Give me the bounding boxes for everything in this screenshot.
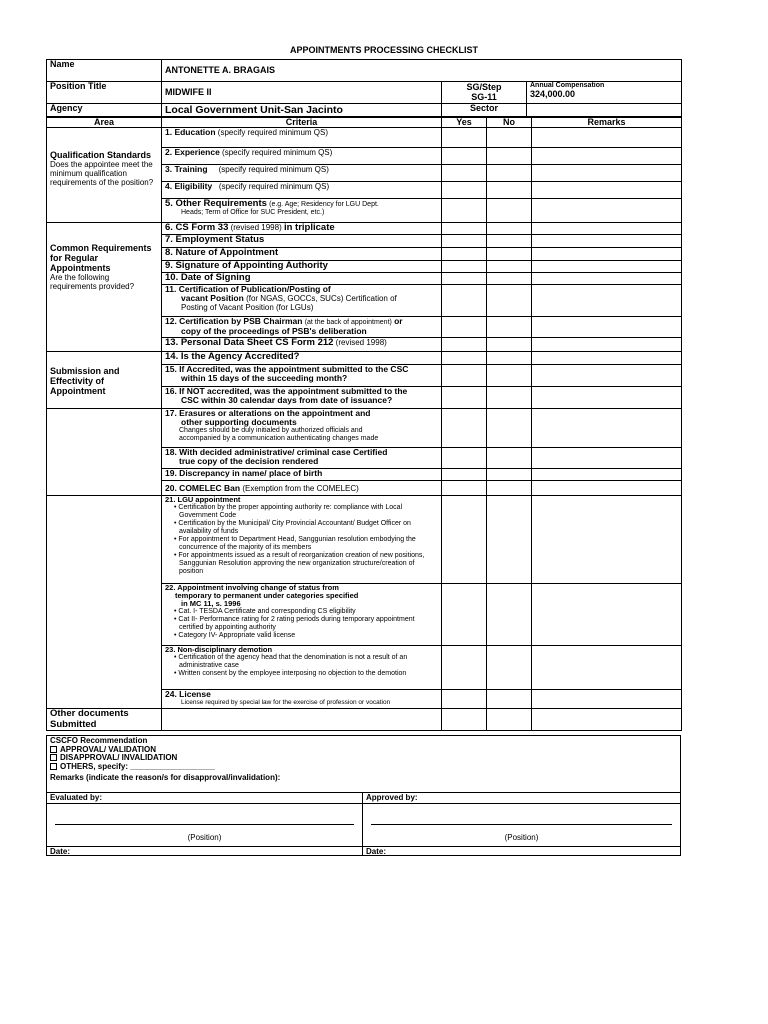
no-cell[interactable] <box>487 199 532 223</box>
remarks-cell[interactable] <box>532 285 682 317</box>
signature-row <box>47 792 680 856</box>
yes-cell[interactable] <box>442 261 487 273</box>
sg-label: SG/Step <box>466 82 502 92</box>
compensation-label: Annual Compensation <box>530 82 605 89</box>
yes-cell[interactable] <box>442 182 487 199</box>
remarks-cell[interactable] <box>532 496 682 584</box>
remarks-label: Remarks (indicate the reason/s for disapproval/invalidation): <box>50 773 281 782</box>
criteria-experience: 2. Experience (specify required minimum QS) <box>162 148 442 165</box>
criteria-psb-certification: 12. Certification by PSB Chairman (at the back of appointment) or copy of the proceedings of PSB's deliberation <box>162 317 442 338</box>
criteria-personal-data-sheet: 13. Personal Data Sheet CS Form 212 (revised 1998) <box>162 338 442 352</box>
status-item: • Cat II- Performance rating for 2 rating periods during temporary appointment certified by appointing authority <box>174 616 415 631</box>
compensation-value: 324,000.00 <box>530 89 576 99</box>
yes-cell[interactable] <box>442 481 487 496</box>
yes-cell[interactable] <box>442 338 487 352</box>
criteria-publication-posting: 11. Certification of Publication/Posting of vacant Position (for NGAS, GOCCs, SUCs) Certification of Posting of Vacant Position (for LGUs) <box>162 285 442 317</box>
criteria-other-requirements: 5. Other Requirements (e.g. Age; Residency for LGU Dept. Heads; Term of Office for SUC President, etc.) <box>162 199 442 223</box>
yes-cell[interactable] <box>442 248 487 261</box>
criteria-non-disciplinary-demotion: 23. Non-disciplinary demotion • Certification of the agency head that the denomination is not a result of an administrative case • Written consent by the employee interposing no objection to the demotion <box>162 646 442 690</box>
criteria-cs-form-33: 6. CS Form 33 (revised 1998) in triplicate <box>162 223 442 235</box>
no-cell[interactable] <box>487 690 532 709</box>
criteria-date-of-signing: 10. Date of Signing <box>162 273 442 285</box>
checklist-table <box>46 117 682 731</box>
no-cell[interactable] <box>487 148 532 165</box>
remarks-cell[interactable] <box>532 199 682 223</box>
area-blank-lower <box>47 496 162 709</box>
remarks-cell[interactable] <box>532 165 682 182</box>
approved-by-label: Approved by: <box>363 793 680 804</box>
yes-cell[interactable] <box>442 646 487 690</box>
no-cell[interactable] <box>487 646 532 690</box>
yes-cell[interactable] <box>442 496 487 584</box>
approver-signature-line[interactable] <box>371 824 672 825</box>
criteria-license: 24. License License required by special law for the exercise of profession or vocation <box>162 690 442 709</box>
no-cell[interactable] <box>487 352 532 365</box>
disapproval-checkbox[interactable] <box>50 754 57 761</box>
sector-label: Sector <box>442 104 527 117</box>
approval-checkbox[interactable] <box>50 746 57 753</box>
area-blank <box>47 409 162 496</box>
area-submission-effectivity: Submission and Effectivity of Appointment <box>47 352 162 409</box>
sg-step-cell <box>442 82 527 104</box>
disapproval-option[interactable]: DISAPPROVAL/ INVALIDATION <box>47 754 680 763</box>
yes-cell[interactable] <box>442 235 487 248</box>
no-cell[interactable] <box>487 709 532 731</box>
document-title: APPOINTMENTS PROCESSING CHECKLIST <box>289 45 478 55</box>
no-cell[interactable] <box>487 317 532 338</box>
criteria-decided-case: 18. With decided administrative/ criminal case Certified true copy of the decision rendered <box>162 448 442 469</box>
no-cell[interactable] <box>487 235 532 248</box>
yes-cell[interactable] <box>442 690 487 709</box>
remarks-cell[interactable] <box>532 261 682 273</box>
criteria-nature-of-appointment: 8. Nature of Appointment <box>162 248 442 261</box>
evaluator-date[interactable]: Date: <box>47 846 362 856</box>
remarks-cell[interactable] <box>532 273 682 285</box>
remarks-cell[interactable] <box>532 709 682 731</box>
criteria-not-accredited-submission: 16. If NOT accredited, was the appointment submitted to the CSC within 30 calendar days from date of issuance? <box>162 387 442 409</box>
yes-cell[interactable] <box>442 317 487 338</box>
no-column-header: No <box>487 118 532 128</box>
recommendation-title: CSCFO Recommendation <box>50 736 148 745</box>
remarks-cell[interactable] <box>532 235 682 248</box>
remarks-cell[interactable] <box>532 365 682 387</box>
name-value: ANTONETTE A. BRAGAIS <box>162 60 682 82</box>
yes-cell[interactable] <box>442 223 487 235</box>
remarks-cell[interactable] <box>532 248 682 261</box>
other-documents-criteria[interactable] <box>162 709 442 731</box>
yes-cell[interactable] <box>442 199 487 223</box>
status-item: • Category IV- Appropriate valid license <box>174 632 296 639</box>
sector-value[interactable] <box>527 104 682 117</box>
others-checkbox[interactable] <box>50 763 57 770</box>
compensation-cell <box>527 82 682 104</box>
remarks-cell[interactable] <box>532 469 682 481</box>
remarks-cell[interactable] <box>532 448 682 469</box>
agency-value: Local Government Unit-San Jacinto <box>162 104 442 117</box>
recommendation-section <box>46 735 681 856</box>
no-cell[interactable] <box>487 469 532 481</box>
yes-cell[interactable] <box>442 365 487 387</box>
criteria-change-of-status: 22. Appointment involving change of status from temporary to permanent under categories specified in MC 11, s. 1996 • Cat. I- TESDA Certificate and corresponding CS eligibility • Cat II- Performance rating for 2 rating periods during temporary appointment certified by appointing authority • Category IV- Appropriate valid license <box>162 584 442 646</box>
criteria-agency-accredited: 14. Is the Agency Accredited? <box>162 352 442 365</box>
no-cell[interactable] <box>487 496 532 584</box>
no-cell[interactable] <box>487 584 532 646</box>
remarks-cell[interactable] <box>532 223 682 235</box>
criteria-comelec-ban: 20. COMELEC Ban (Exemption from the COMELEC) <box>162 481 442 496</box>
yes-cell[interactable] <box>442 387 487 409</box>
lgu-item: • Certification by the proper appointing authority re: compliance with Local Government Code <box>174 504 403 519</box>
approver-position: (Position) <box>504 833 539 842</box>
yes-column-header: Yes <box>442 118 487 128</box>
criteria-accredited-submission: 15. If Accredited, was the appointment submitted to the CSC within 15 days of the succeeding month? <box>162 365 442 387</box>
evaluator-position: (Position) <box>187 833 222 842</box>
evaluator-signature-line[interactable] <box>55 824 354 825</box>
no-cell[interactable] <box>487 338 532 352</box>
no-cell[interactable] <box>487 448 532 469</box>
yes-cell[interactable] <box>442 148 487 165</box>
sg-value: SG-11 <box>471 92 497 102</box>
lgu-item: • For appointments issued as a result of reorganization creation of new positions, Sanggunian Resolution approving the new organization structure/creation of position <box>174 552 425 575</box>
no-cell[interactable] <box>487 273 532 285</box>
remarks-column-header: Remarks <box>532 118 682 128</box>
approved-by-block <box>363 793 680 856</box>
no-cell[interactable] <box>487 223 532 235</box>
criteria-training: 3. Training (specify required minimum QS) <box>162 165 442 182</box>
remarks-cell[interactable] <box>532 481 682 496</box>
criteria-lgu-appointment: 21. LGU appointment • Certification by the proper appointing authority re: compliance with Local Government Code • Certification by the Municipal/ City Provincial Accountant/ Budget Officer on availability of funds • For appointment to Department Head, Sanggunian resolution embodying the concurrence of the majority of its members • For appointments issued as a result of reorganization creation of new positions, Sanggunian Resolution approving the new organization structure/creation of position <box>162 496 442 584</box>
remarks-cell[interactable] <box>532 148 682 165</box>
remarks-cell[interactable] <box>532 409 682 448</box>
area-common-requirements: Common Requirements for Regular Appointments Are the following requirements provided? <box>47 223 162 352</box>
area-other-documents: Other documents Submitted <box>47 709 162 731</box>
yes-cell[interactable] <box>442 285 487 317</box>
no-cell[interactable] <box>487 261 532 273</box>
no-cell[interactable] <box>487 481 532 496</box>
no-cell[interactable] <box>487 165 532 182</box>
header-table <box>46 59 682 117</box>
remarks-cell[interactable] <box>532 387 682 409</box>
criteria-eligibility: 4. Eligibility (specify required minimum QS) <box>162 182 442 199</box>
agency-label: Agency <box>47 104 162 117</box>
yes-cell[interactable] <box>442 273 487 285</box>
evaluated-by-block <box>47 793 363 856</box>
status-item: • Cat. I- TESDA Certificate and corresponding CS eligibility <box>174 608 356 615</box>
yes-cell[interactable] <box>442 409 487 448</box>
remarks-cell[interactable] <box>532 352 682 365</box>
area-column-header: Area <box>47 118 162 128</box>
no-cell[interactable] <box>487 365 532 387</box>
demotion-item: • Certification of the agency head that the denomination is not a result of an administrative case <box>174 654 408 669</box>
demotion-item: • Written consent by the employee interposing no objection to the demotion <box>174 670 407 677</box>
yes-cell[interactable] <box>442 584 487 646</box>
remarks-cell[interactable] <box>532 317 682 338</box>
remarks-cell[interactable] <box>532 690 682 709</box>
no-cell[interactable] <box>487 409 532 448</box>
remarks-cell[interactable] <box>532 338 682 352</box>
no-cell[interactable] <box>487 387 532 409</box>
remarks-cell[interactable] <box>532 646 682 690</box>
yes-cell[interactable] <box>442 165 487 182</box>
lgu-item: • For appointment to Department Head, Sanggunian resolution embodying the concurrence of the majority of its members <box>174 536 416 551</box>
no-cell[interactable] <box>487 182 532 199</box>
criteria-discrepancy: 19. Discrepancy in name/ place of birth <box>162 469 442 481</box>
remarks-cell[interactable] <box>532 182 682 199</box>
no-cell[interactable] <box>487 285 532 317</box>
yes-cell[interactable] <box>442 469 487 481</box>
approval-option[interactable]: APPROVAL/ VALIDATION <box>47 746 680 755</box>
remarks-cell[interactable] <box>532 584 682 646</box>
criteria-employment-status: 7. Employment Status <box>162 235 442 248</box>
position-value: MIDWIFE II <box>162 82 442 104</box>
yes-cell[interactable] <box>442 128 487 148</box>
criteria-column-header: Criteria <box>162 118 442 128</box>
criteria-signature-appointing-authority: 9. Signature of Appointing Authority <box>162 261 442 273</box>
position-label: Position Title <box>47 82 162 104</box>
criteria-education: 1. Education (specify required minimum QS) <box>162 128 442 148</box>
yes-cell[interactable] <box>442 448 487 469</box>
lgu-item: • Certification by the Municipal/ City Provincial Accountant/ Budget Officer on availability of funds <box>174 520 411 535</box>
yes-cell[interactable] <box>442 709 487 731</box>
no-cell[interactable] <box>487 128 532 148</box>
yes-cell[interactable] <box>442 352 487 365</box>
others-option[interactable]: OTHERS, specify: ___________________ <box>47 763 680 772</box>
area-qualification-standards: Qualification Standards Does the appointee meet the minimum qualification requirements of the position? <box>47 128 162 223</box>
name-label: Name <box>47 60 162 82</box>
approver-date[interactable]: Date: <box>363 846 680 856</box>
no-cell[interactable] <box>487 248 532 261</box>
criteria-erasures-alterations: 17. Erasures or alterations on the appointment and other supporting documents Changes should be duly initialed by authorized officials and accompanied by a communication authenticating changes made <box>162 409 442 448</box>
remarks-cell[interactable] <box>532 128 682 148</box>
evaluated-by-label: Evaluated by: <box>47 793 362 804</box>
